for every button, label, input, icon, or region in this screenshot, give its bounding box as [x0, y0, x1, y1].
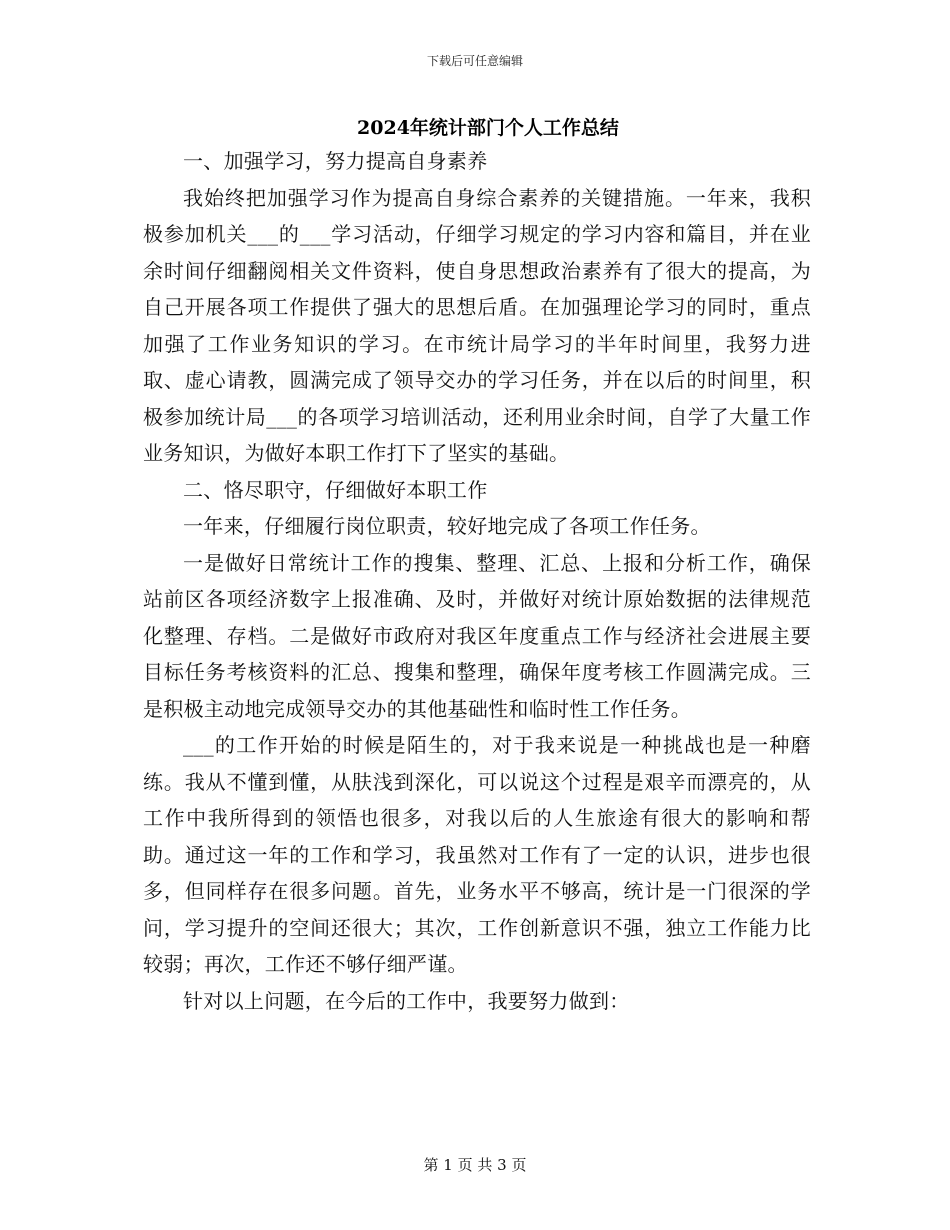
section-heading-1: 一、加强学习，努力提高自身素养 [183, 149, 488, 173]
document-title: 2024年统计部门个人工作总结 [357, 117, 619, 139]
paragraph-1: 我始终把加强学习作为提高自身综合素养的关键措施。一年来，我积极参加机关___的___学习活动，仔细学习规定的学习内容和篇目，并在业余时间仔细翻阅相关文件资料，使自身思想政治素养有了很大的提高，为自己开展各项工作提供了强大的思想后盾。在加强理论学习的同时，重点加强了工作业务知识的学习。在市统计局学习的半年时间里，我努力进取、虚心请教，圆满完成了领导交办的学习任务，并在以后的时间里，积极参加统计局___的各项学习培训活动，还利用业余时间，自学了大量工作业务知识，为做好本职工作打下了坚实的基础。 [143, 185, 811, 465]
paragraph-4: ___的工作开始的时候是陌生的，对于我来说是一种挑战也是一种磨练。我从不懂到懂，从肤浅到深化，可以说这个过程是艰辛而漂亮的，从工作中我所得到的领悟也很多，对我以后的人生旅途有很大的影响和帮助。通过这一年的工作和学习，我虽然对工作有了一定的认识，进步也很多，但同样存在很多问题。首先，业务水平不够高，统计是一门很深的学问，学习提升的空间还很大；其次，工作创新意识不强，独立工作能力比较弱；再次，工作还不够仔细严谨。 [143, 733, 811, 976]
header-note: 下载后可任意编辑 [426, 54, 523, 68]
section-heading-2: 二、恪尽职守，仔细做好本职工作 [183, 477, 488, 502]
paragraph-3: 一是做好日常统计工作的搜集、整理、汇总、上报和分析工作，确保站前区各项经济数字上报准确、及时，并做好对统计原始数据的法律规范化整理、存档。二是做好市政府对我区年度重点工作与经济社会进展主要目标任务考核资料的汇总、搜集和整理，确保年度考核工作圆满完成。三是积极主动地完成领导交办的其他基础性和临时性工作任务。 [143, 550, 811, 721]
paragraph-5: 针对以上问题，在今后的工作中，我要努力做到： [183, 988, 630, 1013]
paragraph-2: 一年来，仔细履行岗位职责，较好地完成了各项工作任务。 [183, 514, 711, 538]
document-body [143, 143, 811, 1019]
page-footer: 第 1 页 共 3 页 [423, 1156, 527, 1174]
